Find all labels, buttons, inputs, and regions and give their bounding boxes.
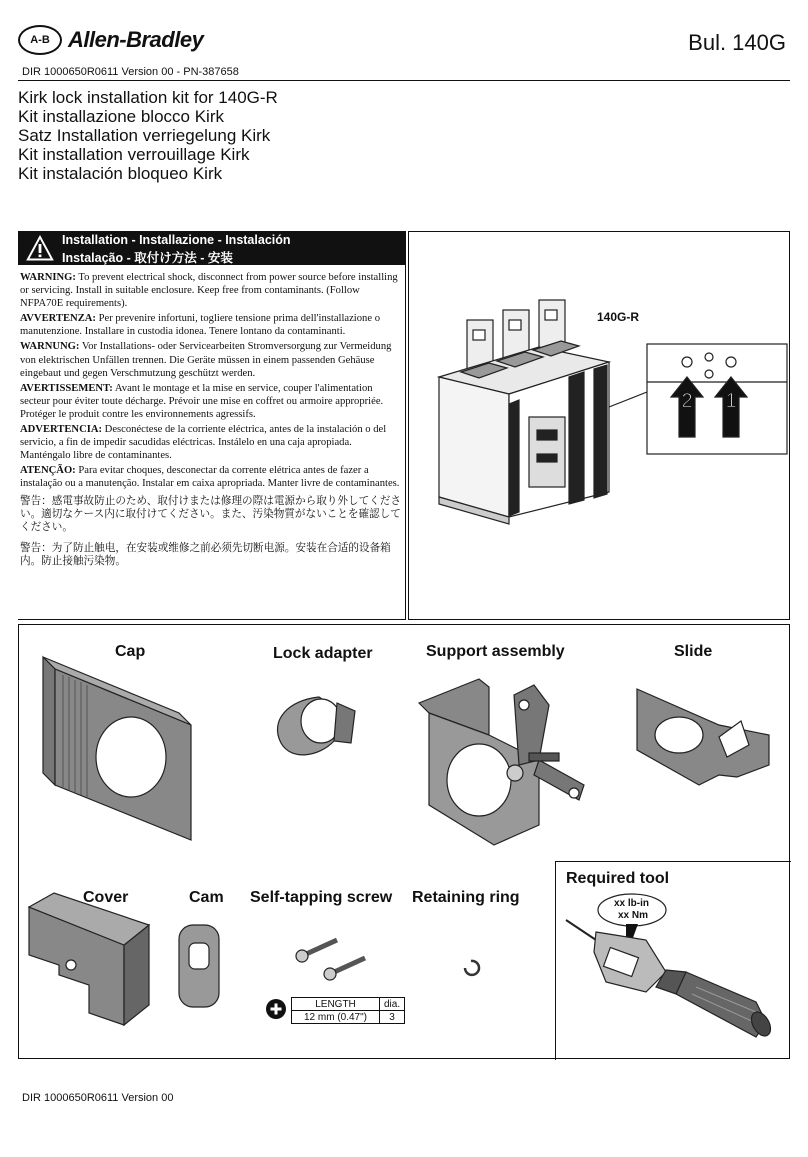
screw-spec-table — [291, 997, 405, 1024]
lock-adapter-part — [277, 697, 355, 755]
title-es: Kit instalación bloqueo Kirk — [18, 164, 223, 183]
bulletin-number: Bul. 140G — [688, 30, 786, 55]
part-label-support-assembly: Support assembly — [426, 643, 565, 660]
warning-en: WARNING: To prevent electrical shock, disconnect from power source before installing or servicing. Install in suitable enclosure. Keep free from contaminants. (Follow NFPA70E requirements). — [20, 272, 398, 310]
parts-panel — [18, 624, 790, 1059]
model-label: 140G-R — [597, 310, 640, 324]
allen-bradley-logo — [18, 24, 203, 56]
warning-header-line1: Installation - Installazione - Instalación — [62, 233, 291, 247]
ab-badge: A-B — [18, 25, 62, 55]
brand-name: Allen-Bradley — [68, 27, 204, 52]
title-en: Kirk lock installation kit for 140G-R — [18, 88, 278, 107]
slide-part — [637, 689, 769, 785]
dia-header: dia. — [380, 998, 405, 1011]
warning-text — [20, 271, 404, 576]
document-reference: DIR 1000650R0611 Version 00 - PN-387658 — [22, 66, 239, 78]
title-it: Kit installazione blocco Kirk — [18, 107, 224, 126]
breaker-illustration — [409, 232, 789, 619]
detail-zoom — [647, 344, 787, 454]
cam-part — [179, 925, 219, 1007]
phillips-icon — [266, 999, 286, 1019]
retaining-ring-part — [465, 961, 479, 975]
part-label-retaining-ring: Retaining ring — [412, 889, 520, 906]
step-1-label: 1 — [725, 390, 737, 412]
cover-part — [29, 893, 149, 1025]
warning-pt: ATENÇÃO: Para evitar choques, desconectar da corrente elétrica antes de fazer a instalação ou a manutenção. Instalar em caixa apropriada. Manter livre de contaminantes. — [20, 465, 400, 490]
screwdriver-illustration — [556, 862, 790, 1059]
warning-header — [18, 231, 406, 265]
warning-es: ADVERTENCIA: Desconéctese de la corriente eléctrica, antes de la instalación o del servicio, a fin de impedir sacudidas eléctricas. Instálelo en una caja apropiada. Manténgalo libre de contaminantes. — [20, 424, 387, 462]
torque-nm: xx Nm — [618, 910, 649, 921]
part-label-cover: Cover — [83, 889, 129, 906]
screw-parts — [296, 940, 365, 980]
step-2-label: 2 — [681, 390, 693, 412]
warning-it: AVVERTENZA: Per prevenire infortuni, togliere tensione prima dell'installazione o manutenzione. Installare in custodia idonea. Tenere lontano da contaminanti. — [20, 313, 380, 338]
warning-fr: AVERTISSEMENT: Avant le montage et la mise en service, couper l'alimentation secteur pour éviter toute décharge. Prévoir une mise en coffret ou armoire appropriée. Protéger le produit contre les environnements agressifs. — [20, 382, 384, 420]
required-tool-label: Required tool — [566, 870, 670, 887]
title-fr: Kit installation verrouillage Kirk — [18, 145, 250, 164]
warning-section — [18, 231, 406, 620]
dia-value: 3 — [380, 1011, 405, 1024]
title-de: Satz Installation verriegelung Kirk — [18, 126, 271, 145]
torque-lbin: xx lb-in — [614, 898, 650, 909]
part-label-cam: Cam — [189, 889, 224, 906]
warning-zh: 警告：为了防止触电，在安装或维修之前必须先切断电源。安装在合适的设备箱内。防止接触污染物。 — [20, 542, 391, 567]
part-label-screw: Self-tapping screw — [250, 889, 393, 906]
warning-ja: 警告：感電事故防止のため、取付けまたは修理の際は電源から取り外してください。適切なケース内に取付けてください。また、汚染物質がないことを確認してください。 — [20, 495, 401, 533]
length-value: 12 mm (0.47") — [292, 1011, 380, 1024]
document-titles — [18, 88, 278, 183]
breaker-diagram-panel — [408, 231, 790, 620]
part-label-cap: Cap — [115, 643, 146, 660]
required-tool-box — [555, 861, 791, 1060]
support-assembly-part — [419, 679, 584, 845]
part-label-slide: Slide — [674, 643, 713, 660]
header-rule — [18, 80, 790, 81]
cap-part — [43, 657, 191, 840]
warning-header-line2: Instalação - 取付け方法 - 安装 — [62, 251, 233, 265]
warning-triangle-icon — [26, 235, 54, 261]
warning-de: WARNUNG: Vor Installations- oder Servicearbeiten Stromversorgung zur Vermeidung von elektrischen Unfällen trennen. Die Geräte müssen in einem passenden Gehäuse eingebaut und gegen Verschmutzung geschützt werden. — [20, 341, 392, 379]
length-header: LENGTH — [292, 998, 380, 1011]
part-label-lock-adapter: Lock adapter — [273, 645, 373, 662]
footer-document-reference: DIR 1000650R0611 Version 00 — [22, 1092, 174, 1104]
